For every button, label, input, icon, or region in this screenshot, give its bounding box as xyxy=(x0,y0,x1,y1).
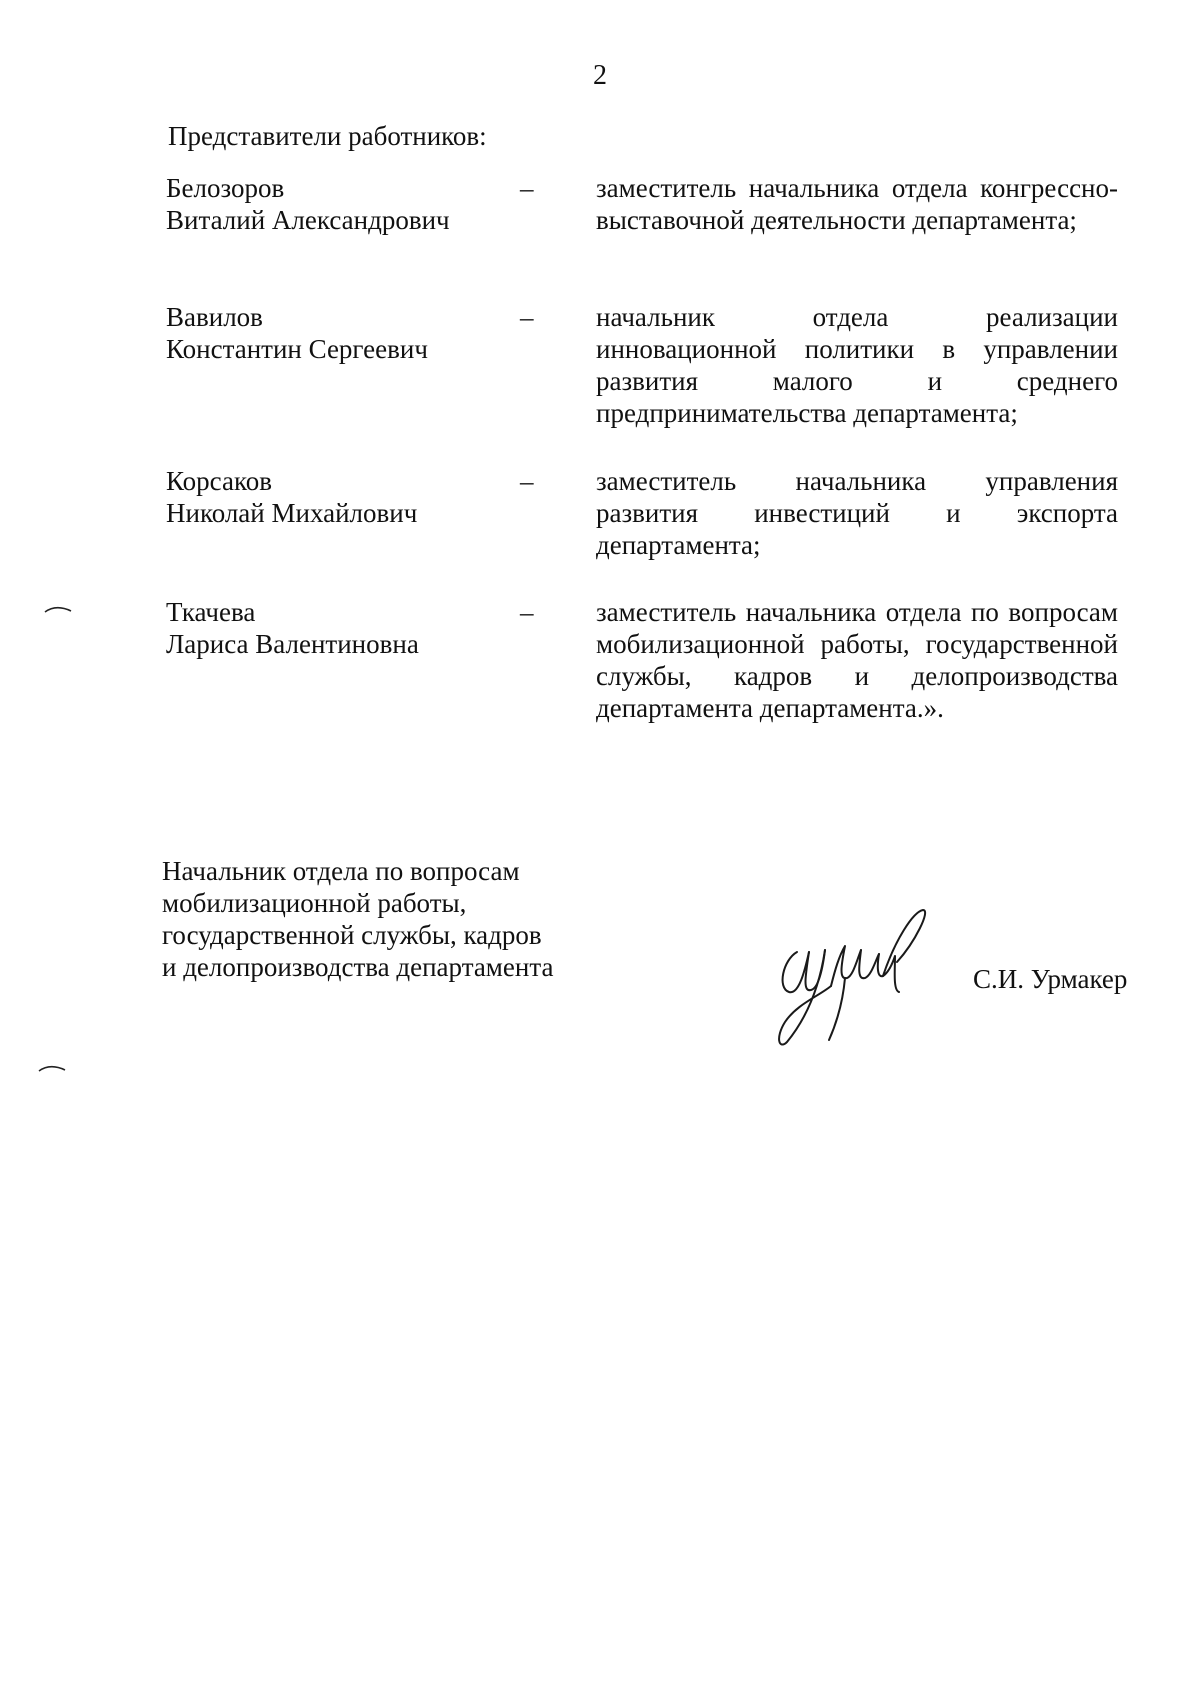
page-number: 2 xyxy=(593,60,607,91)
member-name xyxy=(166,172,506,236)
signer-title-line: и делопроизводства департамента xyxy=(162,952,554,982)
section-heading: Представители работников: xyxy=(168,121,487,151)
member-name xyxy=(166,465,506,529)
member-given-names: Виталий Александрович xyxy=(166,205,450,235)
member-given-names: Константин Сергеевич xyxy=(166,334,428,364)
dash-separator: – xyxy=(520,597,534,627)
dash-separator: – xyxy=(520,173,534,203)
member-name xyxy=(166,596,506,660)
signer-title-line: мобилизационной работы, xyxy=(162,888,467,918)
member-surname: Корсаков xyxy=(166,466,272,496)
member-position: заместитель начальника отдела конгрессно-выставочной деятельности департамента; xyxy=(596,173,1118,235)
signer-title-line: государственной службы, кадров xyxy=(162,920,542,950)
member-position: заместитель начальника управления развития инвестиций и экспорта департамента; xyxy=(596,466,1118,560)
dash-separator: – xyxy=(520,466,534,496)
member-given-names: Лариса Валентиновна xyxy=(166,629,419,659)
member-surname: Белозоров xyxy=(166,173,285,203)
member-surname: Ткачева xyxy=(166,597,256,627)
margin-mark xyxy=(38,1063,66,1073)
member-given-names: Николай Михайлович xyxy=(166,498,418,528)
member-surname: Вавилов xyxy=(166,302,263,332)
signer-title-line: Начальник отдела по вопросам xyxy=(162,856,520,886)
signer-name: С.И. Урмакер xyxy=(973,964,1128,994)
signer-title xyxy=(162,855,622,983)
member-position: заместитель начальника отдела по вопросам мобилизационной работы, государственной службы, кадров и делопроизводства департамента департамента.». xyxy=(596,597,1118,723)
member-name xyxy=(166,301,506,365)
handwritten-signature xyxy=(765,900,935,1050)
dash-separator: – xyxy=(520,302,534,332)
margin-mark xyxy=(44,604,72,614)
member-position: начальник отдела реализации инновационной политики в управлении развития малого и среднего предпринимательства департамента; xyxy=(596,302,1118,428)
